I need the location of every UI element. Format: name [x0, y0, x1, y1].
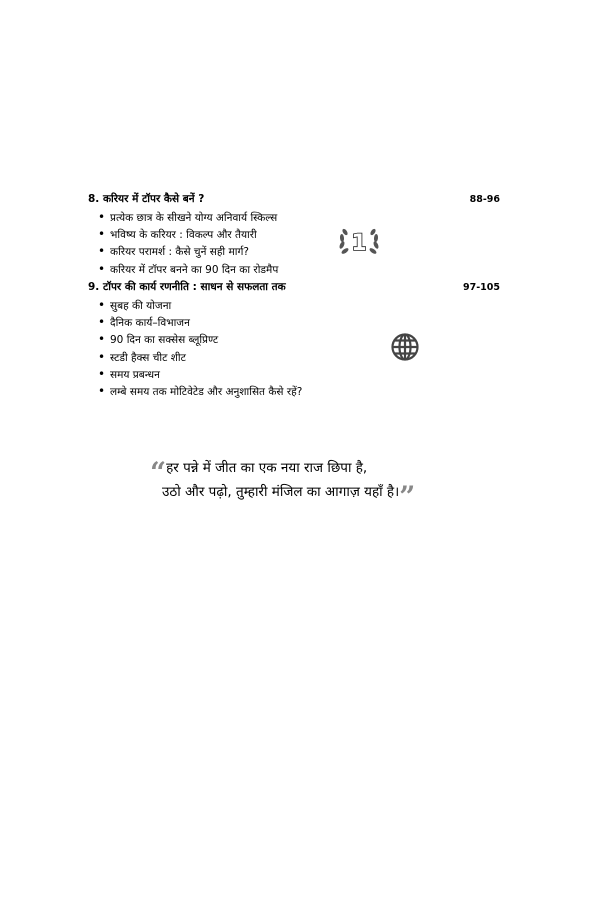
- laurel-number: 1: [351, 231, 367, 256]
- chapter-8-title: 8. करियर में टॉपर कैसे बनें ?: [88, 193, 205, 205]
- chapter-8-topic-list: [88, 209, 500, 278]
- bullet-icon: •: [98, 227, 106, 242]
- list-item: • दैनिक कार्य–विभाजन: [98, 315, 190, 330]
- bullet-icon: •: [98, 298, 106, 312]
- motivational-quote: [150, 456, 470, 513]
- bullet-icon: •: [98, 332, 106, 347]
- quote-line-1: “हर पन्ने में जीत का एक नया राज छिपा है,: [150, 456, 368, 489]
- list-item: • लम्बे समय तक मोटिवेटेड और अनुशासित कैसे रहें?: [98, 384, 303, 399]
- list-item: • करियर में टॉपर बनने का 90 दिन का रोडमैप: [98, 261, 279, 276]
- bullet-icon: •: [98, 261, 106, 276]
- open-quote-icon: “: [150, 456, 167, 489]
- list-item: • सुबह की योजना: [98, 298, 172, 312]
- bullet-icon: •: [98, 244, 106, 259]
- list-item: • समय प्रबन्धन: [98, 366, 160, 381]
- list-item: • 90 दिन का सक्सेस ब्लूप्रिण्ट: [98, 332, 219, 347]
- chapter-9-topic-list: [88, 297, 500, 400]
- chapter-8-pages: 88-96: [469, 194, 500, 205]
- close-quote-icon: ”: [399, 480, 416, 513]
- globe-icon: [390, 332, 420, 362]
- chapter-9-title: 9. टॉपर की कार्य रणनीति : साधन से सफलता तक: [88, 281, 286, 293]
- bullet-icon: •: [98, 315, 106, 330]
- chapter-8: [88, 192, 500, 278]
- chapter-9-heading: [88, 280, 500, 294]
- laurel-rank-one-icon: [336, 224, 382, 260]
- bullet-icon: •: [98, 384, 106, 399]
- quote-line-2: उठो और पढ़ो, तुम्हारी मंजिल का आगाज़ यहाँ है।”: [162, 480, 416, 513]
- list-item: • भविष्य के करियर : विकल्प और तैयारी: [98, 227, 257, 242]
- bullet-icon: •: [98, 349, 106, 364]
- bullet-icon: •: [98, 366, 106, 381]
- list-item: • करियर परामर्श : कैसे चुनें सही मार्ग?: [98, 244, 249, 259]
- chapter-9: [88, 280, 500, 400]
- chapter-8-heading: [88, 192, 500, 206]
- list-item: • प्रत्येक छात्र के सीखने योग्य अनिवार्य स्किल्स: [98, 210, 278, 224]
- bullet-icon: •: [98, 210, 106, 224]
- chapter-9-pages: 97-105: [463, 282, 500, 293]
- list-item: • स्टडी हैक्स चीट शीट: [98, 349, 186, 364]
